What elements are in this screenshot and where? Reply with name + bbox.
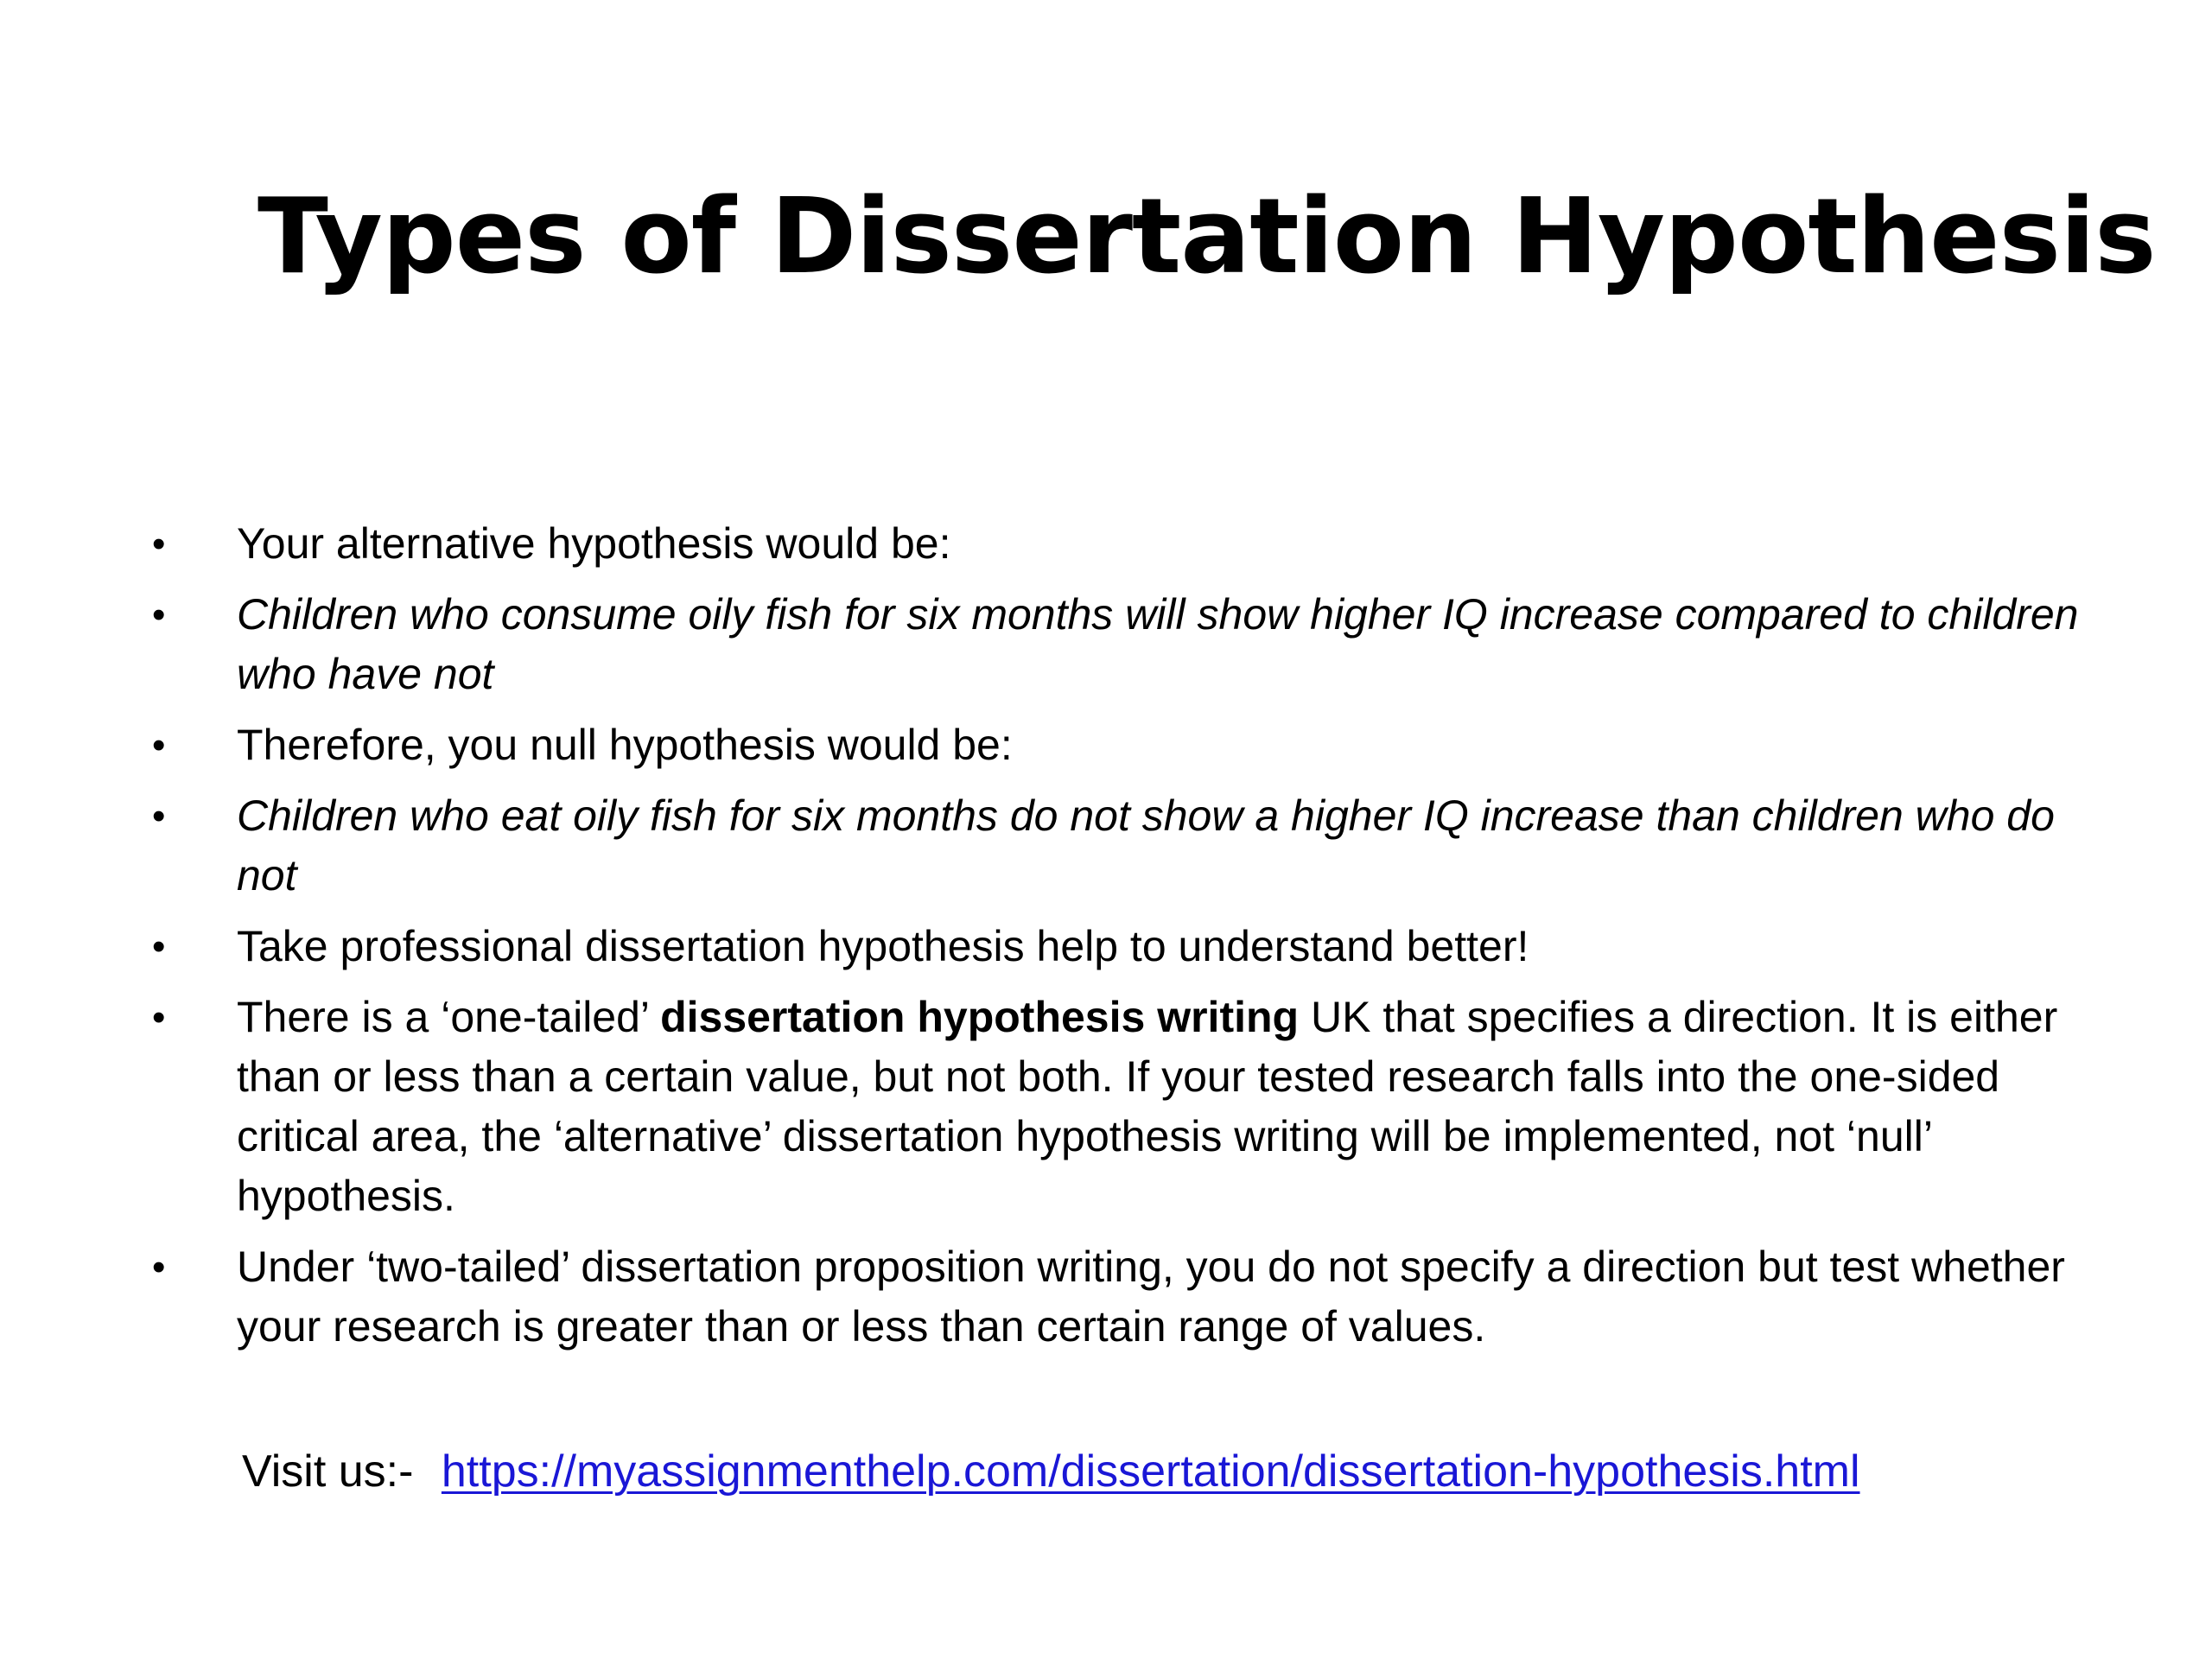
bullet-text: Children who eat oily fish for six months do not show a higher IQ increase than children who do not bbox=[237, 791, 2055, 899]
visit-line bbox=[242, 1441, 1860, 1502]
list-item bbox=[147, 786, 2126, 906]
bullet-icon: • bbox=[152, 724, 166, 766]
list-item bbox=[147, 514, 2126, 574]
bullet-icon: • bbox=[152, 594, 166, 636]
list-item bbox=[147, 917, 2126, 976]
bullet-text-before: There is a ‘one-tailed’ bbox=[237, 993, 661, 1041]
visit-label: Visit us:- bbox=[242, 1446, 414, 1497]
bullet-text-bold: dissertation hypothesis writing bbox=[660, 993, 1300, 1041]
visit-link[interactable]: https://myassignmenthelp.com/dissertation/dissertation-hypothesis.html bbox=[441, 1446, 1860, 1497]
bullet-text: Children who consume oily fish for six months will show higher IQ increase compared to children who have not bbox=[237, 590, 2079, 698]
bullet-text: Therefore, you null hypothesis would be: bbox=[237, 721, 1013, 769]
bullet-text-after: UK that specifies a direction. It is either than or less than a certain value, but not both. If your tested research falls into the one-sided critical area, the ‘alternative’ dissertation hypothesis writing will be implemented, not ‘null’ hypothesis. bbox=[237, 993, 2058, 1220]
bullet-text bbox=[237, 993, 2057, 1220]
list-item bbox=[147, 585, 2126, 704]
bullet-icon: • bbox=[152, 795, 166, 837]
bullet-text: Take professional dissertation hypothesis help to understand better! bbox=[237, 922, 1529, 970]
list-item bbox=[147, 715, 2126, 775]
bullet-text: Under ‘two-tailed’ dissertation proposition writing, you do not specify a direction but test whether your research is greater than or less than certain range of values. bbox=[237, 1243, 2065, 1351]
bullet-icon: • bbox=[152, 1246, 166, 1288]
bullet-text: Your alternative hypothesis would be: bbox=[237, 519, 951, 568]
bullet-icon: • bbox=[152, 523, 166, 565]
bullet-list bbox=[147, 514, 2126, 1368]
list-item bbox=[147, 988, 2126, 1226]
bullet-icon: • bbox=[152, 925, 166, 968]
list-item bbox=[147, 1237, 2126, 1357]
slide-title: Types of Dissertation Hypothesis bbox=[257, 177, 2156, 297]
bullet-icon: • bbox=[152, 996, 166, 1039]
